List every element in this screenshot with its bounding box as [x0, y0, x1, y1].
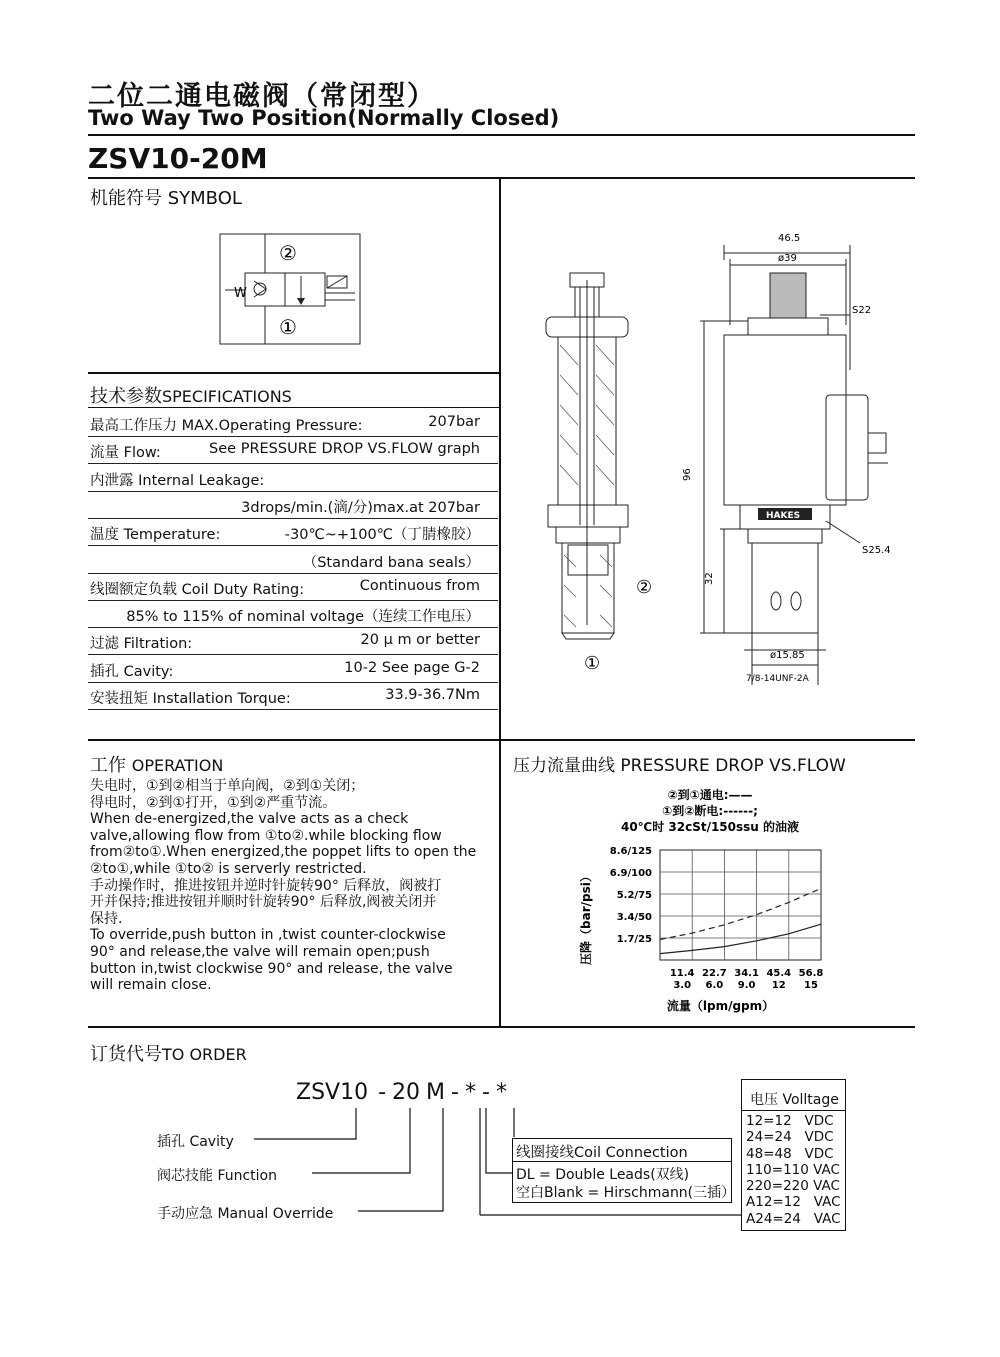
- order-label-cavity: 插孔 Cavity: [157, 1134, 234, 1150]
- voltage-item: A24=24 VAC: [746, 1210, 841, 1227]
- order-code-part: *: [464, 1080, 476, 1105]
- spec-row: [88, 627, 498, 655]
- spec-value: 33.9-36.7Nm: [385, 687, 480, 703]
- operation-line: 开并保持;推进按钮并顺时针旋转90° 后释放,阀被关闭并: [90, 894, 437, 911]
- spec-row: [88, 655, 498, 683]
- order-code-part: ZSV10: [296, 1080, 369, 1105]
- voltage-box: [741, 1079, 846, 1231]
- voltage-title: 电压 Volltage: [750, 1092, 839, 1108]
- spec-label: 温度 Temperature:: [90, 527, 221, 544]
- symbol-port-top: ②: [279, 241, 297, 265]
- spec-row: [88, 573, 498, 601]
- dim-s22: S22: [852, 305, 872, 316]
- chart-legend-entry: ①到②断电:------;: [662, 804, 758, 818]
- drawing-port-2: ②: [636, 577, 653, 598]
- operation-line: 保持.: [90, 910, 123, 927]
- model-number: ZSV10-20M: [88, 142, 268, 175]
- voltage-rule: [742, 1110, 845, 1111]
- spec-row: [88, 409, 498, 437]
- symbol-title: 机能符号 SYMBOL: [90, 188, 242, 209]
- operation-line: button in,twist clockwise 90° and release, the valve: [90, 960, 453, 977]
- spec-row: [88, 491, 498, 519]
- spec-value: Continuous from: [359, 577, 480, 594]
- valve-drawing: [520, 225, 910, 695]
- drawing-port-1: ①: [584, 653, 601, 674]
- spec-value: 20 μ m or better: [360, 632, 480, 649]
- spec-row: [88, 682, 498, 710]
- spec-row: [88, 436, 498, 464]
- order-title-cn: 订货代号: [90, 1044, 162, 1065]
- dim-32: 32: [704, 572, 715, 585]
- operation-title-en: OPERATION: [131, 756, 224, 775]
- operation-line: 90° and release,the valve will remain open;push: [90, 943, 430, 960]
- voltage-item: 24=24 VDC: [746, 1129, 834, 1146]
- order-code-part: M: [426, 1080, 446, 1105]
- spec-row: [88, 546, 498, 574]
- operation-line: ②to①,while ①to② is serverly restricted.: [90, 860, 367, 877]
- coil-rule: [513, 1161, 731, 1162]
- operation-title-cn: 工作: [90, 755, 126, 776]
- chart-x-label: 流量（lpm/gpm）: [666, 999, 775, 1013]
- operation-line: When de-energized,the valve acts as a check: [90, 811, 409, 828]
- order-code-part: 20: [392, 1080, 421, 1105]
- operation-title: [90, 751, 223, 777]
- chart-x-tick-gpm: 9.0: [737, 980, 756, 991]
- coil-blank: 空白Blank = Hirschmann(三插）: [516, 1185, 736, 1201]
- spec-label: 最高工作压力 MAX.Operating Pressure:: [90, 418, 363, 434]
- order-label-function: 阀芯技能 Function: [157, 1168, 277, 1184]
- spec-title-en: SPECIFICATIONS: [162, 387, 292, 406]
- spec-value: 85% to 115% of nominal voltage（连续工作电压）: [126, 609, 480, 626]
- pressure-flow-chart: [560, 783, 860, 1023]
- chart-y-label: 压降（bar/psi）: [579, 870, 593, 965]
- chart-x-tick-lpm: 34.1: [734, 968, 759, 979]
- spec-row: [88, 464, 498, 492]
- dim-s25-4: S25.4: [862, 545, 891, 556]
- dim-15-85: ø15.85: [770, 650, 805, 661]
- chart-x-tick-lpm: 56.8: [798, 968, 824, 979]
- spec-label: 线圈额定负载 Coil Duty Rating:: [90, 581, 305, 598]
- model-rule: [88, 177, 915, 179]
- spec-value: See PRESSURE DROP VS.FLOW graph: [209, 441, 480, 458]
- operation-line: 失电时，①到②相当于单向阀，②到①关闭；: [90, 778, 365, 794]
- dim-39: ø39: [778, 253, 797, 264]
- symbol-diagram: [215, 228, 365, 348]
- voltage-list: [746, 1113, 841, 1227]
- spec-title-cn: 技术参数: [90, 386, 162, 407]
- coil-dl: DL = Double Leads(双线): [516, 1167, 690, 1183]
- spec-rule: [88, 407, 500, 408]
- chart-x-tick-lpm: 22.7: [702, 968, 727, 979]
- operation-line: valve,allowing flow from ①to②.while blocking flow: [90, 827, 442, 844]
- spec-value: 3drops/min.(滴/分)max.at 207bar: [241, 499, 480, 516]
- spec-label: 内泄露 Internal Leakage:: [90, 472, 265, 489]
- order-code-part: *: [495, 1080, 507, 1105]
- spec-row: [88, 600, 498, 628]
- chart-title: 压力流量曲线 PRESSURE DROP VS.FLOW: [513, 756, 846, 776]
- spec-row: [88, 518, 498, 546]
- spec-label: 过滤 Filtration:: [90, 636, 193, 653]
- chart-y-tick: 1.7/25: [616, 934, 652, 945]
- chart-x-tick-gpm: 12: [771, 980, 786, 991]
- chart-legend-entry: 40℃时 32cSt/150ssu 的油液: [620, 820, 800, 834]
- title-english: Two Way Two Position(Normally Closed): [88, 106, 560, 130]
- order-code-part: -: [451, 1080, 459, 1105]
- chart-y-tick: 6.9/100: [609, 868, 652, 879]
- chart-y-tick: 5.2/75: [616, 890, 652, 901]
- bottom-rule: [88, 1026, 915, 1028]
- header-rule: [88, 134, 915, 136]
- operation-line: 得电时，②到①打开，①到②严重节流。: [90, 794, 337, 811]
- chart-series-line: [660, 924, 821, 953]
- order-code-part: -: [378, 1080, 387, 1105]
- chart-y-tick: 3.4/50: [616, 912, 652, 923]
- voltage-item: 110=110 VAC: [746, 1161, 840, 1178]
- order-title: [90, 1040, 247, 1066]
- order-code-part: -: [481, 1080, 490, 1105]
- operation-line: will remain close.: [90, 977, 212, 994]
- dim-46-5: 46.5: [778, 233, 801, 244]
- coil-title: 线圈接线Coil Connection: [516, 1145, 688, 1161]
- operation-line: 手动操作时，推进按钮并逆时针旋转90° 后释放，阀被打: [90, 877, 442, 894]
- voltage-item: 48=48 VDC: [746, 1145, 834, 1162]
- spec-value: 10-2 See page G-2: [344, 659, 480, 676]
- spec-value: （Standard bana seals）: [302, 554, 480, 571]
- chart-x-tick-gpm: 6.0: [705, 980, 724, 991]
- operation-line: from②to①.When energized,the poppet lifts to open the: [90, 844, 477, 861]
- title-chinese: 二位二通电磁阀（常闭型）: [88, 81, 436, 112]
- order-code: [296, 1080, 513, 1105]
- spec-label: 流量 Flow:: [90, 445, 161, 462]
- order-label-manual: 手动应急 Manual Override: [157, 1206, 334, 1222]
- spec-title: [90, 382, 292, 408]
- spec-rule-top: [88, 372, 500, 374]
- dim-96: 96: [682, 468, 693, 481]
- chart-legend-entry: ②到①通电:——: [667, 788, 753, 802]
- voltage-item: A12=12 VAC: [746, 1194, 841, 1211]
- symbol-w-label: W: [234, 286, 247, 301]
- divider-top: [499, 179, 501, 739]
- chart-x-tick-gpm: 3.0: [673, 980, 692, 991]
- voltage-item: 12=12 VDC: [746, 1113, 834, 1129]
- spec-label: 插孔 Cavity:: [90, 663, 174, 680]
- spec-value: -30℃~+100℃（丁腈橡胶）: [284, 527, 480, 544]
- middle-rule: [88, 739, 915, 741]
- spec-label: 安装扭矩 Installation Torque:: [90, 691, 291, 707]
- chart-x-tick-gpm: 15: [804, 980, 818, 991]
- chart-x-tick-lpm: 11.4: [669, 968, 695, 979]
- spec-value: 207bar: [428, 414, 480, 430]
- voltage-item: 220=220 VAC: [746, 1178, 840, 1195]
- dim-thread: 7/8-14UNF-2A: [746, 674, 809, 684]
- coil-connection-box: [512, 1138, 736, 1203]
- symbol-port-bottom: ①: [279, 315, 297, 339]
- order-title-en: TO ORDER: [162, 1045, 247, 1064]
- chart-y-tick: 8.6/125: [609, 846, 652, 857]
- chart-x-tick-lpm: 45.4: [766, 968, 792, 979]
- operation-line: To override,push button in ,twist counter-clockwise: [90, 927, 446, 944]
- operation-text: [90, 778, 500, 994]
- drawing-brand: HAKES: [766, 511, 801, 521]
